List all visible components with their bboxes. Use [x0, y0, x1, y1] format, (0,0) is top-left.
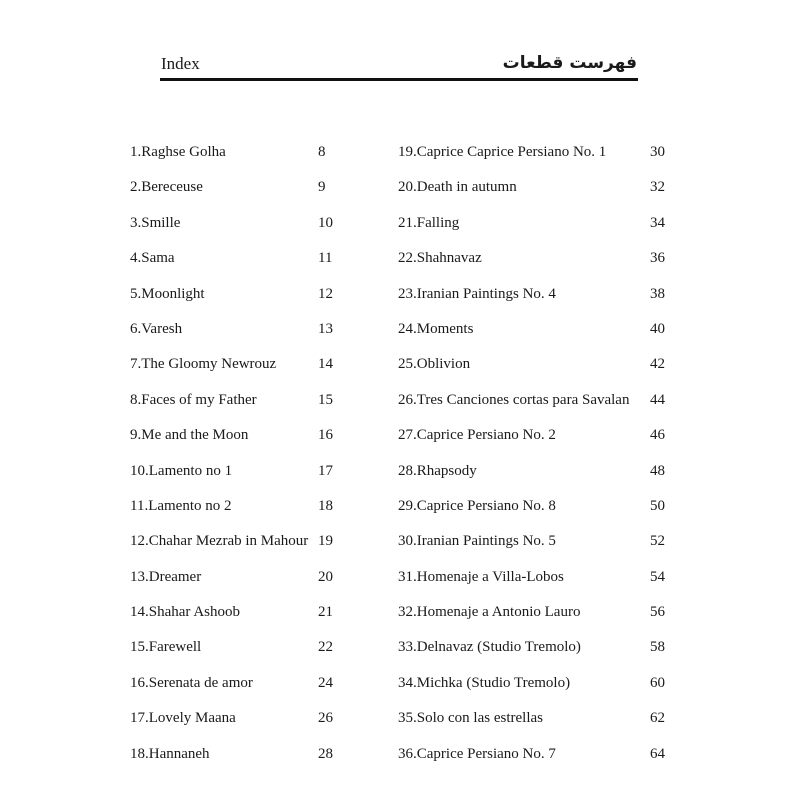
index-heading: Index — [161, 54, 200, 73]
entry-title: 1.Raghse Golha — [130, 144, 226, 160]
index-entry — [130, 532, 350, 567]
entry-title: 4.Sama — [130, 250, 175, 267]
entry-title: 2.Bereceuse — [130, 179, 203, 196]
entry-page-number: 52 — [650, 533, 665, 550]
entry-page-number: 19 — [318, 533, 333, 550]
index-entry — [398, 532, 678, 567]
entry-title: 17.Lovely Maana — [130, 710, 236, 727]
entry-page-number: 8 — [318, 144, 326, 160]
entry-page-number: 40 — [650, 320, 665, 337]
entry-title: 31.Homenaje a Villa-Lobos — [398, 568, 564, 585]
entry-title: 5.Moonlight — [130, 285, 205, 302]
entry-page-number: 12 — [318, 285, 333, 302]
index-entry — [398, 674, 678, 709]
entry-title: 16.Serenata de amor — [130, 674, 253, 691]
entry-title: 26.Tres Canciones cortas para Savalan — [398, 391, 630, 408]
index-entry — [398, 462, 678, 497]
entry-title: 12.Chahar Mezrab in Mahour — [130, 533, 309, 550]
index-entry — [130, 178, 350, 213]
entry-page-number: 15 — [318, 391, 333, 408]
entry-page-number: 60 — [650, 674, 665, 691]
entry-title: 10.Lamento no 1 — [130, 462, 233, 479]
entry-title: 24.Moments — [398, 320, 474, 337]
entry-page-number: 24 — [318, 674, 333, 691]
index-entry — [130, 320, 350, 355]
entry-title: 13.Dreamer — [130, 568, 202, 585]
entry-page-number: 18 — [318, 497, 333, 514]
index-entry — [398, 426, 678, 461]
index-entry — [398, 143, 678, 178]
entry-title: 9.Me and the Moon — [130, 427, 249, 444]
entry-title: 21.Falling — [398, 214, 460, 231]
index-entry — [130, 426, 350, 461]
index-entry — [130, 355, 350, 390]
index-column-right — [398, 143, 678, 780]
index-entry — [130, 214, 350, 249]
index-entry — [398, 355, 678, 390]
index-entry — [398, 709, 678, 744]
entry-page-number: 16 — [318, 427, 333, 444]
index-entry — [130, 249, 350, 284]
persian-index-heading: فهرست قطعات — [502, 53, 637, 73]
entry-title: 36.Caprice Persiano No. 7 — [398, 745, 556, 762]
index-entry — [130, 568, 350, 603]
entry-page-number: 42 — [650, 356, 665, 373]
entry-page-number: 64 — [650, 745, 665, 762]
entry-title: 3.Smille — [130, 214, 181, 231]
entry-page-number: 26 — [318, 710, 333, 727]
entry-page-number: 46 — [650, 427, 665, 444]
entry-title: 19.Caprice Caprice Persiano No. 1 — [398, 144, 607, 160]
entry-title: 11.Lamento no 2 — [130, 497, 232, 514]
index-entry — [130, 497, 350, 532]
index-entry — [130, 745, 350, 780]
entry-page-number: 48 — [650, 462, 665, 479]
entry-title: 28.Rhapsody — [398, 462, 477, 479]
entry-page-number: 44 — [650, 391, 665, 408]
index-column-left — [130, 143, 350, 780]
entry-title: 27.Caprice Persiano No. 2 — [398, 427, 556, 444]
index-entry — [130, 638, 350, 673]
index-entry — [398, 568, 678, 603]
index-entry — [398, 320, 678, 355]
entry-title: 34.Michka (Studio Tremolo) — [398, 674, 571, 691]
entry-page-number: 17 — [318, 462, 333, 479]
entry-title: 20.Death in autumn — [398, 179, 517, 196]
index-entry — [398, 497, 678, 532]
entry-page-number: 22 — [318, 639, 333, 656]
index-entry — [130, 462, 350, 497]
entry-page-number: 34 — [650, 214, 665, 231]
entry-page-number: 20 — [318, 568, 333, 585]
entry-page-number: 14 — [318, 356, 333, 373]
entry-page-number: 38 — [650, 285, 665, 302]
entry-title: 30.Iranian Paintings No. 5 — [398, 533, 556, 550]
index-entry — [398, 745, 678, 780]
entry-page-number: 21 — [318, 604, 333, 621]
index-entry — [398, 603, 678, 638]
entry-page-number: 10 — [318, 214, 333, 231]
entry-page-number: 13 — [318, 320, 333, 337]
index-entry — [398, 178, 678, 213]
entry-page-number: 56 — [650, 604, 665, 621]
entry-title: 7.The Gloomy Newrouz — [130, 356, 277, 373]
entry-page-number: 9 — [318, 179, 326, 196]
entry-title: 25.Oblivion — [398, 356, 471, 373]
index-entry — [398, 638, 678, 673]
index-entry — [130, 603, 350, 638]
index-entry — [398, 214, 678, 249]
index-entry — [130, 285, 350, 320]
entry-page-number: 32 — [650, 179, 665, 196]
entry-page-number: 28 — [318, 745, 333, 762]
index-entry — [398, 391, 678, 426]
index-entry — [398, 249, 678, 284]
entry-page-number: 50 — [650, 497, 665, 514]
index-entry — [130, 391, 350, 426]
entry-page-number: 54 — [650, 568, 665, 585]
index-entry — [130, 143, 350, 178]
index-entry — [398, 285, 678, 320]
entry-title: 23.Iranian Paintings No. 4 — [398, 285, 556, 302]
entry-title: 6.Varesh — [130, 320, 183, 337]
entry-title: 15.Farewell — [130, 639, 202, 656]
entry-title: 8.Faces of my Father — [130, 391, 257, 408]
entry-title: 33.Delnavaz (Studio Tremolo) — [398, 639, 581, 656]
entry-title: 14.Shahar Ashoob — [130, 604, 240, 621]
header-divider — [160, 78, 638, 81]
entry-title: 18.Hannaneh — [130, 745, 210, 762]
entry-title: 22.Shahnavaz — [398, 250, 482, 267]
entry-title: 29.Caprice Persiano No. 8 — [398, 497, 556, 514]
entry-page-number: 58 — [650, 639, 665, 656]
index-entry — [130, 674, 350, 709]
entry-page-number: 62 — [650, 710, 665, 727]
entry-page-number: 30 — [650, 144, 665, 160]
entry-page-number: 11 — [318, 250, 333, 267]
index-entry — [130, 709, 350, 744]
entry-title: 35.Solo con las estrellas — [398, 710, 543, 727]
entry-page-number: 36 — [650, 250, 665, 267]
entry-title: 32.Homenaje a Antonio Lauro — [398, 604, 581, 621]
